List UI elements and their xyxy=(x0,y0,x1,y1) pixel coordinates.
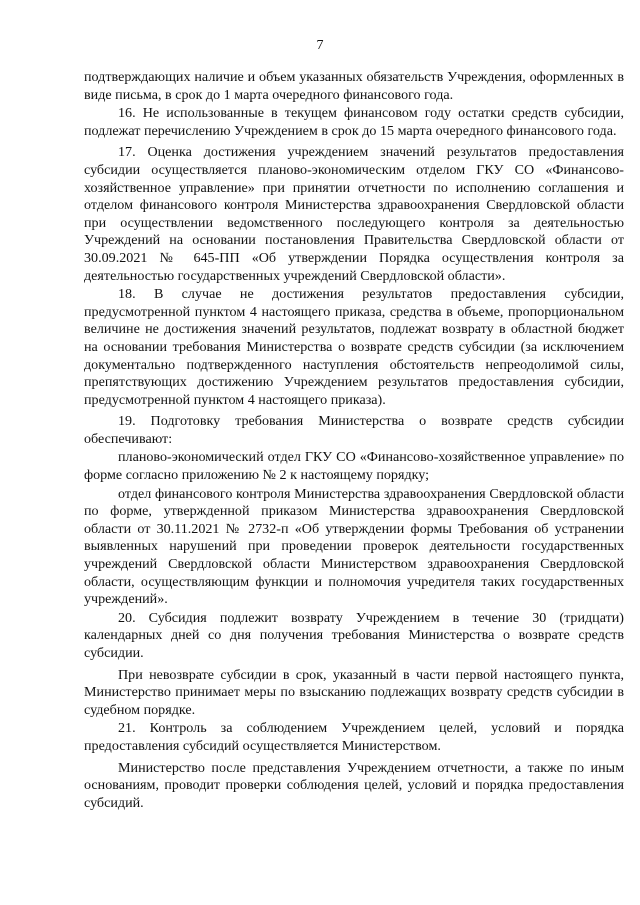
paragraph-19-item-control: отдел финансового контроля Министерства здравоохранения Свердловской области по форме, утвержденной приказом Министерства здравоохранения Свердловской области от 30.11.2021 № 2732-п «Об утверждении формы Требования об устранении выявленных нарушений при проведении проверок деятельности государственных учреждений Свердловской области Министерством здравоохранения Свердловской области, осуществляющим функции и полномочия учредителя таких государственных учреждений». xyxy=(84,485,624,608)
paragraph-21: 21. Контроль за соблюдением Учреждением целей, условий и порядка предоставления субсидий осуществляется Министерством. xyxy=(84,720,624,754)
paragraph-21-part-2: Министерство после представления Учреждением отчетности, а также по иным основаниям, проводит проверки соблюдения целей, условий и порядка предоставления субсидий. xyxy=(84,759,624,811)
paragraph-16: 16. Не использованные в текущем финансовом году остатки средств субсидии, подлежат перечислению Учреждением в срок до 15 марта очередного финансового года. xyxy=(84,105,624,139)
paragraph-20-part-2: При невозврате субсидии в срок, указанный в части первой настоящего пункта, Министерство принимает меры по взысканию подлежащих возврату средств субсидии в судебном порядке. xyxy=(84,666,624,718)
paragraph-17: 17. Оценка достижения учреждением значений результатов предоставления субсидии осуществляется планово-экономическим отделом ГКУ СО «Финансово-хозяйственное управление» при принятии отчетности по исполнению соглашения и отделом финансового контроля Министерства здравоохранения Свердловской области при осуществлении ведомственного последующего контроля за деятельностью Учреждений на основании постановления Правительства Свердловской области от 30.09.2021 № 645-ПП «Об утверждении Порядка осуществления контроля за деятельностью государственных учреждений Свердловской области». xyxy=(84,144,624,284)
paragraph-18: 18. В случае не достижения результатов предоставления субсидии, предусмотренной пунктом 4 настоящего приказа, средства в объеме, пропорциональном величине не достижения значений результатов, подлежат возврату в областной бюджет на основании требования Министерства о возврате средств субсидии (за исключением документально подтвержденного наступления обстоятельств непреодолимой силы, препятствующих достижению Учреждением результатов предоставления субсидии, предусмотренной пунктом 4 настоящего приказа). xyxy=(84,286,624,408)
paragraph-20: 20. Субсидия подлежит возврату Учреждением в течение 30 (тридцати) календарных дней со дня получения требования Министерства о возврате средств субсидии. xyxy=(84,609,624,661)
page-number: 7 xyxy=(316,38,324,53)
paragraph-19-item-planning: планово-экономический отдел ГКУ СО «Финансово-хозяйственное управление» по форме согласно приложению № 2 к настоящему порядку; xyxy=(84,449,624,484)
document-body xyxy=(84,69,624,813)
paragraph-continuation: подтверждающих наличие и объем указанных обязательств Учреждения, оформленных в виде письма, в срок до 1 марта очередного финансового года. xyxy=(84,69,624,103)
paragraph-19: 19. Подготовку требования Министерства о возврате средств субсидии обеспечивают: xyxy=(84,413,624,447)
